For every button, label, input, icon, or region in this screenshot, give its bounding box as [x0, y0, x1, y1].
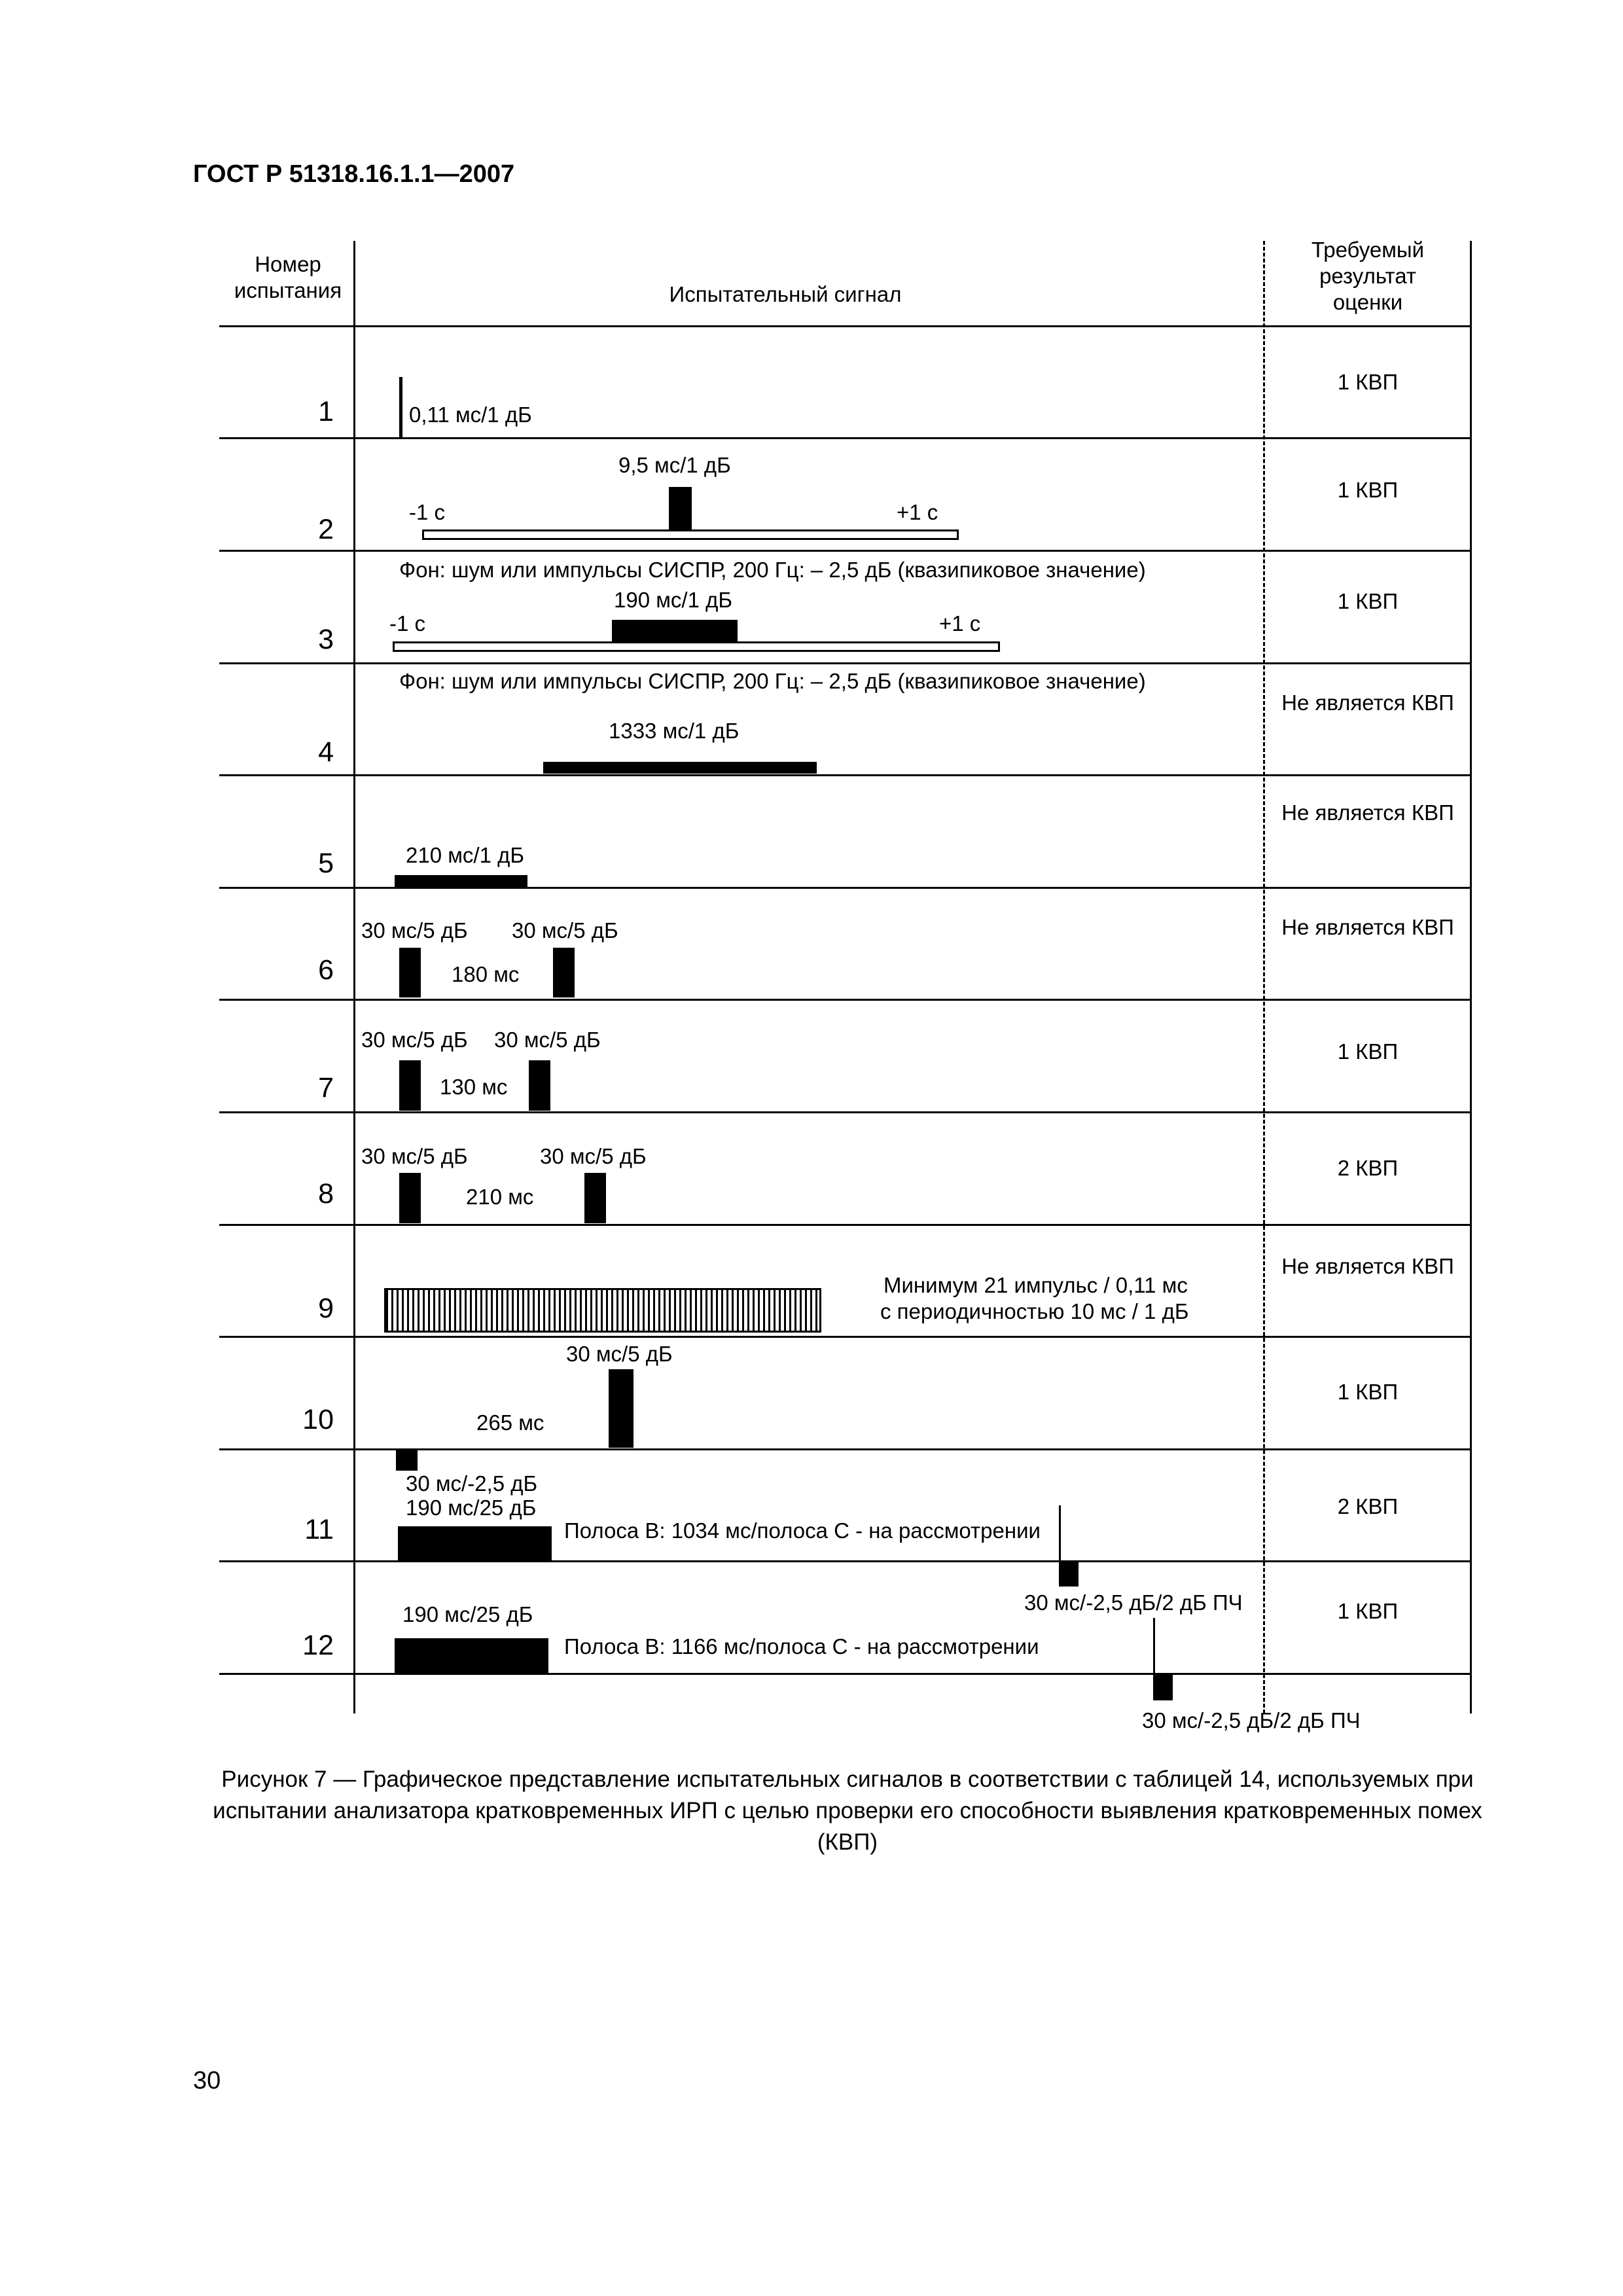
divider-number-signal — [353, 241, 355, 1713]
result-3: 1 КВП — [1337, 589, 1399, 613]
result-10: 1 КВП — [1337, 1380, 1399, 1404]
window-start-label: -1 с — [409, 500, 446, 524]
signal-label: 1333 мс/1 дБ — [609, 719, 740, 743]
header-required-result: Требуемый результат оценки — [1311, 238, 1425, 314]
band-label: Полоса В: 1166 мс/полоса С - на рассмотрении — [564, 1634, 1039, 1659]
interval-label: 210 мс — [466, 1185, 534, 1209]
test-number-11: 11 — [304, 1514, 334, 1545]
pulse-bar — [584, 1173, 606, 1223]
pulse-bar — [395, 875, 527, 887]
row-divider — [219, 662, 1470, 664]
marker-line — [1153, 1618, 1155, 1673]
time-window-bar — [393, 641, 1000, 652]
signal-label: 190 мс/25 дБ — [402, 1602, 533, 1626]
table-right-border — [1470, 241, 1472, 1713]
row-divider — [219, 325, 1470, 327]
pulse-bar — [529, 1060, 550, 1111]
result-8: 2 КВП — [1337, 1156, 1399, 1180]
test-number-2: 2 — [318, 514, 334, 545]
pulse-bar — [398, 1526, 552, 1560]
interval-label: 265 мс — [476, 1410, 544, 1435]
header-test-signal: Испытательный сигнал — [669, 282, 902, 306]
signal-label: 9,5 мс/1 дБ — [618, 453, 731, 477]
row-divider — [219, 437, 1470, 439]
result-9: Не является КВП — [1281, 1254, 1454, 1278]
test-number-9: 9 — [318, 1293, 334, 1324]
row-divider — [219, 774, 1470, 776]
row-divider — [219, 1673, 1470, 1675]
pulse-bar — [609, 1369, 633, 1448]
interval-label: 180 мс — [452, 962, 520, 986]
pulse-marker — [399, 377, 402, 437]
row-divider — [219, 550, 1470, 552]
window-end-label: +1 с — [897, 500, 938, 524]
divider-signal-result — [1263, 241, 1265, 1713]
background-label: Фон: шум или импульсы СИСПР, 200 Гц: – 2,5 дБ (квазипиковое значение) — [399, 669, 1146, 693]
test-number-8: 8 — [318, 1178, 334, 1210]
document-title: ГОСТ Р 51318.16.1.1—2007 — [193, 160, 515, 188]
signal-label: 30 мс/5 дБ — [361, 918, 468, 942]
result-12: 1 КВП — [1337, 1599, 1399, 1623]
negative-pulse-bar — [1153, 1673, 1173, 1700]
result-1: 1 КВП — [1337, 370, 1399, 394]
interval-label: 130 мс — [440, 1075, 508, 1099]
signal-label: 190 мс/1 дБ — [614, 588, 733, 612]
result-5: Не является КВП — [1281, 800, 1454, 825]
signal-label: 30 мс/5 дБ — [512, 918, 618, 942]
test-number-6: 6 — [318, 954, 334, 986]
signal-label: с периодичностью 10 мс / 1 дБ — [880, 1299, 1189, 1323]
band-label: Полоса В: 1034 мс/полоса С - на рассмотрении — [564, 1518, 1041, 1543]
time-window-bar — [422, 529, 959, 540]
signal-label: 30 мс/-2,5 дБ — [406, 1471, 538, 1496]
negative-pulse-bar — [1059, 1560, 1079, 1587]
negative-pulse-bar — [396, 1448, 418, 1471]
signal-label: 30 мс/5 дБ — [494, 1028, 601, 1052]
pulse-train — [384, 1288, 821, 1333]
row-divider — [219, 1224, 1470, 1226]
signal-label: 30 мс/5 дБ — [566, 1342, 673, 1366]
pulse-bar — [395, 1638, 548, 1673]
marker-line — [1059, 1505, 1061, 1560]
result-11: 2 КВП — [1337, 1494, 1399, 1518]
signal-label: 30 мс/5 дБ — [361, 1144, 468, 1168]
header-test-number: Номер испытания — [234, 252, 342, 302]
result-6: Не является КВП — [1281, 915, 1454, 939]
figure-caption: Рисунок 7 — Графическое представление испытательных сигналов в соответствии с таблицей 14, используемых при испытании анализатора кратковременных ИРП с целью проверки его способности выявления кратковременных помех (КВП) — [213, 1767, 1482, 1855]
window-end-label: +1 с — [939, 611, 981, 636]
test-number-7: 7 — [318, 1072, 334, 1103]
pulse-bar — [399, 1060, 421, 1111]
background-label: Фон: шум или импульсы СИСПР, 200 Гц: – 2,5 дБ (квазипиковое значение) — [399, 558, 1146, 582]
pulse-bar — [553, 948, 575, 997]
test-number-10: 10 — [302, 1404, 334, 1435]
row-divider — [219, 1111, 1470, 1113]
test-number-4: 4 — [318, 736, 334, 768]
signal-label: 30 мс/-2,5 дБ/2 дБ ПЧ — [1142, 1708, 1361, 1732]
test-number-5: 5 — [318, 848, 334, 879]
page-number: 30 — [193, 2067, 221, 2094]
row-divider — [219, 1336, 1470, 1338]
window-start-label: -1 с — [389, 611, 426, 636]
signal-label: 30 мс/5 дБ — [540, 1144, 647, 1168]
test-number-3: 3 — [318, 624, 334, 655]
row-divider — [219, 887, 1470, 889]
signal-label: 210 мс/1 дБ — [406, 843, 525, 867]
signal-label: 30 мс/5 дБ — [361, 1028, 468, 1052]
signal-label: Минимум 21 импульс / 0,11 мс — [883, 1273, 1188, 1297]
pulse-bar — [612, 620, 738, 642]
pulse-bar — [669, 487, 692, 533]
test-number-12: 12 — [302, 1630, 334, 1661]
pulse-bar — [399, 948, 421, 997]
result-4: Не является КВП — [1281, 691, 1454, 715]
signal-label: 0,11 мс/1 дБ — [409, 403, 532, 427]
signal-label: 30 мс/-2,5 дБ/2 дБ ПЧ — [1024, 1590, 1243, 1615]
result-2: 1 КВП — [1337, 478, 1399, 502]
signal-label: 190 мс/25 дБ — [406, 1496, 537, 1520]
pulse-bar — [543, 762, 817, 774]
row-divider — [219, 999, 1470, 1001]
pulse-bar — [399, 1173, 421, 1223]
row-divider — [219, 1560, 1470, 1562]
test-number-1: 1 — [318, 396, 334, 427]
result-7: 1 КВП — [1337, 1039, 1399, 1064]
